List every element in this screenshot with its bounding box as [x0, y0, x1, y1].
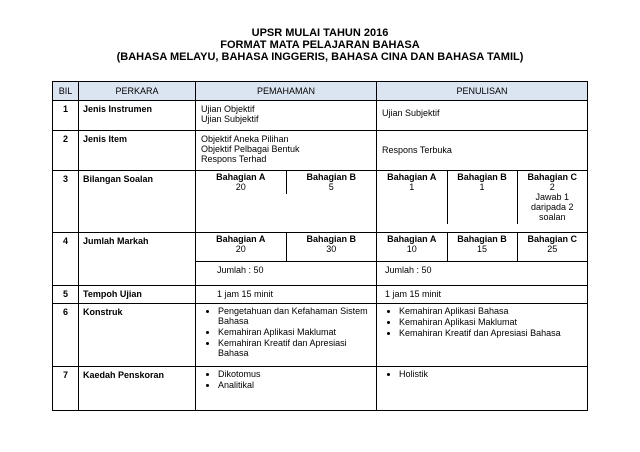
pemahaman-cell: [196, 171, 377, 233]
bahagian-a-cell: [196, 233, 286, 261]
bahagian-a-cell: [196, 171, 286, 194]
bahagian-b-cell: [447, 171, 517, 224]
doc-subtitle: FORMAT MATA PELAJARAN BAHASA: [220, 39, 420, 51]
pemahaman-cell: [196, 233, 377, 286]
header-pemahaman: PEMAHAMAN: [196, 82, 377, 101]
cell-text: Ujian Objektif: [201, 104, 255, 114]
row-label: Kaedah Penskoran: [79, 367, 196, 411]
row-number: 7: [53, 367, 79, 411]
bahagian-c-cell: [517, 171, 587, 224]
list-item: • Kemahiran Aplikasi Maklumat: [218, 327, 376, 337]
bahagian-value: 25: [547, 244, 558, 254]
penulisan-cell: [377, 171, 588, 233]
cell-text: Objektif Aneka Pilihan: [201, 134, 289, 144]
bahagian-b-cell: [286, 233, 376, 261]
list-item: • Analitikal: [218, 380, 376, 390]
bahagian-label: Bahagian B: [306, 234, 356, 244]
bahagian-label: Bahagian B: [306, 172, 356, 182]
cell-text: Objektif Pelbagai Bentuk: [201, 144, 300, 154]
penulisan-cell: Respons Terbuka: [377, 131, 588, 171]
list-item: • Pengetahuan dan Kefahaman Sistem Bahasa: [218, 306, 376, 326]
list-item: • Kemahiran Aplikasi Bahasa: [399, 306, 587, 316]
header-perkara: PERKARA: [79, 82, 196, 101]
row-number: 2: [53, 131, 79, 171]
doc-title: UPSR MULAI TAHUN 2016: [251, 27, 389, 39]
penulisan-cell: [377, 367, 588, 411]
penulisan-cell: 1 jam 15 minit: [377, 286, 588, 304]
bahagian-label: Bahagian B: [457, 172, 507, 182]
row-label: Jenis Item: [79, 131, 196, 171]
jumlah-total: Jumlah : 50: [196, 261, 376, 278]
row-number: 6: [53, 304, 79, 367]
pemahaman-split: [196, 233, 376, 261]
bahagian-b-cell: [286, 171, 376, 194]
penulisan-cell: [377, 233, 588, 286]
penulisan-cell: Ujian Subjektif: [377, 101, 588, 131]
row-label: Jumlah Markah: [79, 233, 196, 286]
header-row: [53, 82, 588, 101]
bahagian-value: 5: [328, 182, 334, 192]
list-item: • Holistik: [399, 369, 587, 379]
bahagian-note: Jawab 1: [535, 192, 570, 202]
pemahaman-cell: [196, 101, 377, 131]
pemahaman-cell: [196, 304, 377, 367]
pemahaman-cell: 1 jam 15 minit: [196, 286, 377, 304]
bahagian-label: Bahagian A: [216, 234, 266, 244]
row-number: 5: [53, 286, 79, 304]
penulisan-split: [377, 233, 587, 261]
bahagian-label: Bahagian A: [216, 172, 266, 182]
bahagian-value: 20: [235, 244, 246, 254]
header-bil: BIL: [53, 82, 79, 101]
header-penulisan: PENULISAN: [377, 82, 588, 101]
penulisan-cell: [377, 304, 588, 367]
pemahaman-cell: [196, 131, 377, 171]
bahagian-b-cell: [447, 233, 517, 261]
bahagian-note: soalan: [538, 212, 566, 222]
list-item: • Dikotomus: [218, 369, 376, 379]
cell-text: Ujian Subjektif: [201, 114, 259, 124]
bahagian-label: Bahagian B: [457, 234, 507, 244]
bahagian-value: 1: [479, 182, 485, 192]
cell-text: Respons Terhad: [201, 154, 267, 164]
bahagian-value: 15: [476, 244, 487, 254]
row-label: Jenis Instrumen: [79, 101, 196, 131]
row-label: Bilangan Soalan: [79, 171, 196, 233]
penulisan-split: [377, 171, 587, 224]
table-row: [53, 233, 588, 286]
bahagian-label: Bahagian A: [387, 234, 437, 244]
bahagian-value: 30: [326, 244, 337, 254]
bahagian-note: daripada 2: [530, 202, 574, 212]
pemahaman-cell: [196, 367, 377, 411]
bahagian-a-cell: [377, 171, 447, 224]
list-item: • Kemahiran Kreatif dan Apresiasi Bahasa: [399, 328, 587, 338]
table-row: [53, 304, 588, 367]
row-number: 4: [53, 233, 79, 286]
row-number: 1: [53, 101, 79, 131]
format-table: [52, 81, 588, 411]
list-item: • Kemahiran Aplikasi Maklumat: [399, 317, 587, 327]
table-row: [53, 171, 588, 233]
table-row: [53, 367, 588, 411]
jumlah-total: Jumlah : 50: [377, 261, 587, 278]
bahagian-value: 20: [235, 182, 246, 192]
table-row: [53, 131, 588, 171]
konstruk-list: [377, 306, 587, 338]
row-number: 3: [53, 171, 79, 233]
doc-subtitle-languages: (BAHASA MELAYU, BAHASA INGGERIS, BAHASA CINA DAN BAHASA TAMIL): [116, 51, 524, 63]
bahagian-c-cell: [517, 233, 587, 261]
table-row: [53, 286, 588, 304]
bahagian-value: 1: [409, 182, 415, 192]
bahagian-a-cell: [377, 233, 447, 261]
penskoran-list: [196, 369, 376, 390]
bahagian-label: Bahagian C: [527, 172, 577, 182]
bahagian-label: Bahagian A: [387, 172, 437, 182]
bahagian-value: 2: [549, 182, 555, 192]
table-row: [53, 101, 588, 131]
penskoran-list: [377, 369, 587, 379]
row-label: Konstruk: [79, 304, 196, 367]
list-item: • Kemahiran Kreatif dan Apresiasi Bahasa: [218, 338, 376, 358]
pemahaman-split: [196, 171, 376, 194]
row-label: Tempoh Ujian: [79, 286, 196, 304]
konstruk-list: [196, 306, 376, 358]
bahagian-label: Bahagian C: [527, 234, 577, 244]
bahagian-value: 10: [406, 244, 417, 254]
